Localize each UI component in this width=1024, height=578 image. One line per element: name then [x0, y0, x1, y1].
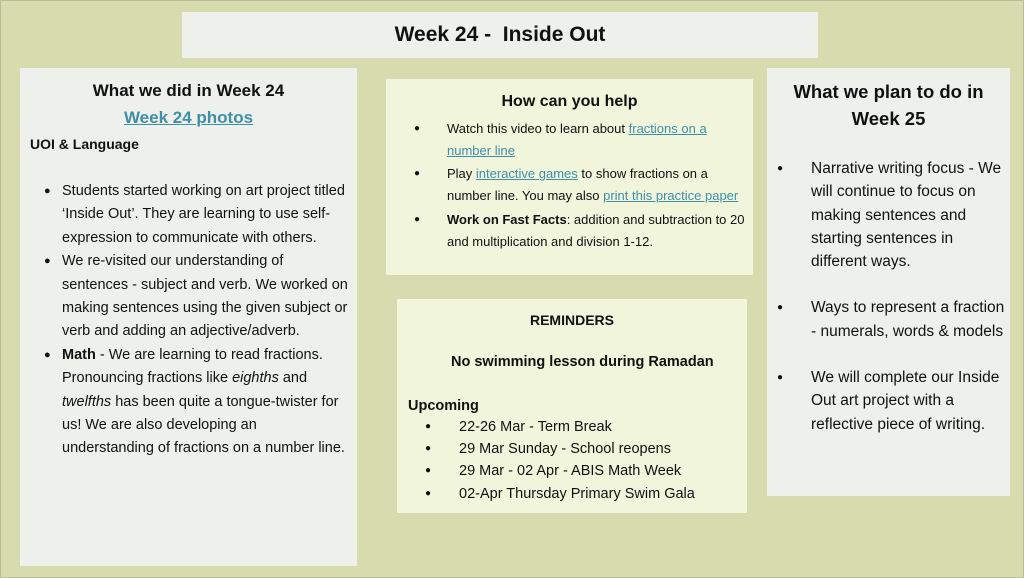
- next-week-plan-heading: What we plan to do in Week 25: [793, 81, 984, 129]
- list-item: [447, 209, 746, 252]
- help-text: to show fractions on a number line. You may also: [447, 166, 708, 204]
- reminders-heading: REMINDERS: [529, 312, 614, 328]
- reminders-panel: [397, 299, 747, 513]
- list-item-math: [62, 344, 350, 461]
- week-summary-panel: [20, 68, 357, 566]
- math-label: Math: [62, 346, 96, 363]
- help-text: Play: [447, 166, 476, 182]
- upcoming-list: [397, 416, 747, 505]
- how-to-help-heading: How can you help: [501, 93, 638, 110]
- interactive-games-link[interactable]: interactive games: [475, 166, 578, 182]
- list-item: ● We re-visited our understanding of sentences - subject and verb. We worked on making sentences using the given subject or verb and adding an adjective/adverb.: [62, 250, 350, 344]
- practice-paper-link[interactable]: print this practice paper: [603, 188, 739, 204]
- list-item: ● 22-26 Mar - Term Break: [459, 416, 747, 438]
- help-text: : addition and subtraction to 20 and multiplication and division 1-12.: [447, 211, 745, 249]
- math-text-part: and: [278, 370, 308, 387]
- math-text-part: has been quite a tongue-twister for us! We are also developing an understanding of fractions on a number line.: [62, 393, 345, 457]
- section-label-uoi-language: UOI & Language: [30, 136, 139, 152]
- help-list: [386, 118, 746, 254]
- list-item: ● We will complete our Inside Out art project with a reflective piece of writing.: [811, 366, 1007, 436]
- week-photos-link[interactable]: Week 24 photos: [123, 108, 254, 127]
- week-summary-heading: What we did in Week 24: [92, 81, 285, 100]
- emphasis-eighths: eighths: [232, 370, 279, 387]
- how-to-help-panel: [386, 79, 753, 275]
- emphasis-twelfths: twelfths: [62, 393, 112, 410]
- upcoming-heading: Upcoming: [408, 398, 479, 414]
- list-item: ● 02-Apr Thursday Primary Swim Gala: [459, 483, 747, 505]
- plan-list: [767, 157, 1007, 459]
- list-item: ● Students started working on art project titled ‘Inside Out’. They are learning to use self-expression to communicate with others.: [62, 180, 350, 250]
- list-item: ● 29 Mar - 02 Apr - ABIS Math Week: [459, 460, 747, 482]
- list-item: [447, 118, 746, 161]
- fractions-video-link[interactable]: fractions on a number line: [447, 121, 707, 158]
- math-text-part: - We are learning to read fractions. Pronouncing fractions like: [62, 346, 323, 387]
- fast-facts-label: Work on Fast Facts: [447, 211, 567, 227]
- list-item: ● 29 Mar Sunday - School reopens: [459, 438, 747, 460]
- week-summary-list: [20, 180, 350, 461]
- help-text: Watch this video to learn about: [447, 121, 629, 136]
- list-item: ● Narrative writing focus - We will continue to focus on making sentences and starting sentences in different ways.: [811, 157, 1007, 273]
- page-title: Week 24 - Inside Out: [182, 12, 818, 58]
- list-item: [447, 163, 746, 206]
- next-week-plan-panel: [767, 68, 1010, 496]
- list-item: ● Ways to represent a fraction - numerals, words & models: [811, 296, 1007, 343]
- reminder-note: No swimming lesson during Ramadan: [451, 354, 714, 370]
